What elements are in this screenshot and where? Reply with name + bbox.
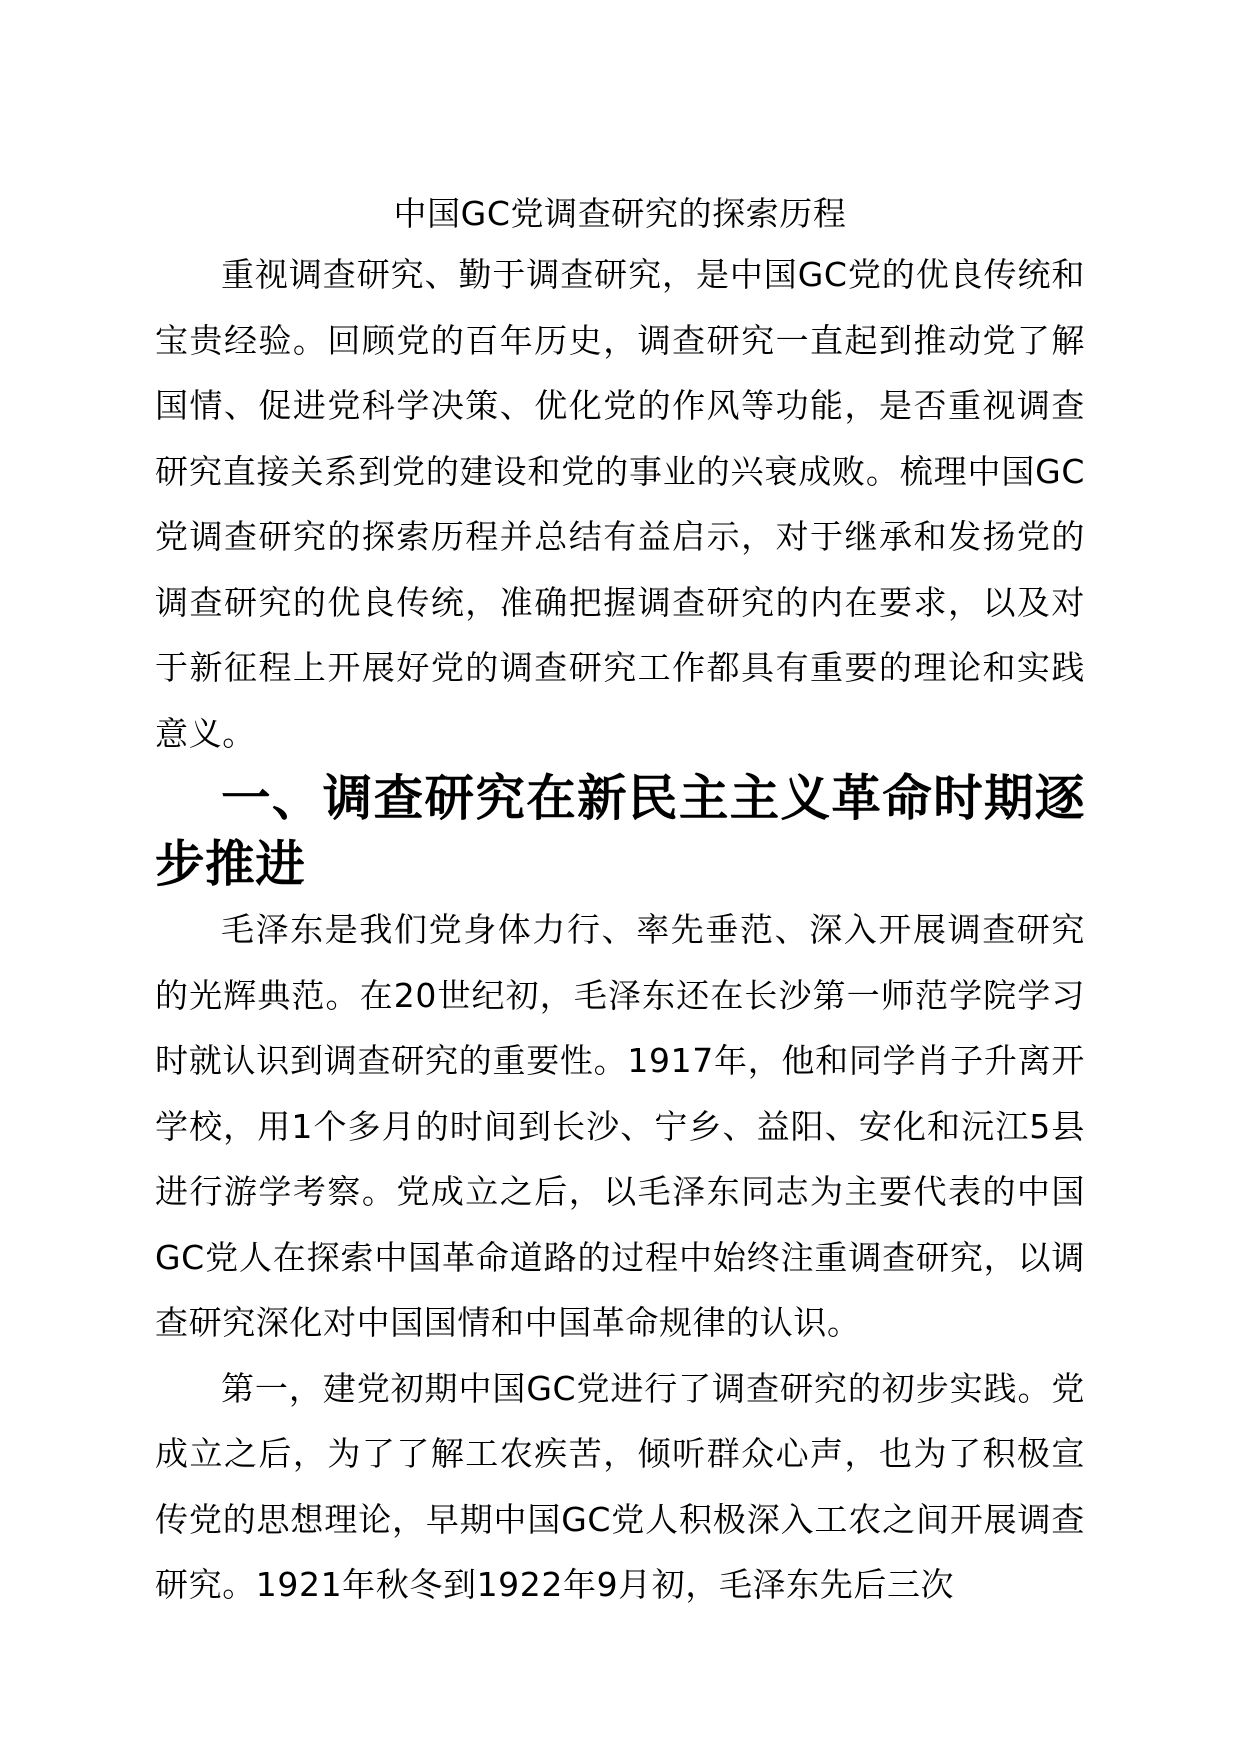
document-title: 中国GC党调查研究的探索历程 bbox=[393, 194, 847, 233]
intro-paragraph: 重视调查研究、勤于调查研究，是中国GC党的优良传统和宝贵经验。回顾党的百年历史，调查研究一直起到推动党了解国情、促进党科学决策、优化党的作风等功能，是否重视调查研究直接关系到党的建设和党的事业的兴衰成败。梳理中国GC党调查研究的探索历程并总结有益启示，对于继承和发扬党的调查研究的优良传统，准确把握调查研究的内在要求，以及对于新征程上开展好党的调查研究工作都具有重要的理论和实践意义。 bbox=[155, 255, 1085, 753]
section-heading: 一、调查研究在新民主主义革命时期逐步推进 bbox=[155, 769, 1085, 893]
section-paragraph-2: 第一，建党初期中国GC党进行了调查研究的初步实践。党成立之后，为了了解工农疾苦，倾听群众心声，也为了积极宣传党的思想理论，早期中国GC党人积极深入工农之间开展调查研究。1921年秋冬到1922年9月初，毛泽东先后三次 bbox=[155, 1368, 1085, 1604]
document-page bbox=[155, 186, 1085, 1618]
section-paragraph-1: 毛泽东是我们党身体力行、率先垂范、深入开展调查研究的光辉典范。在20世纪初，毛泽东还在长沙第一师范学院学习时就认识到调查研究的重要性。1917年，他和同学肖子升离开学校，用1个多月的时间到长沙、宁乡、益阳、安化和沅江5县进行游学考察。党成立之后，以毛泽东同志为主要代表的中国GC党人在探索中国革命道路的过程中始终注重调查研究，以调查研究深化对中国国情和中国革命规律的认识。 bbox=[155, 910, 1085, 1342]
